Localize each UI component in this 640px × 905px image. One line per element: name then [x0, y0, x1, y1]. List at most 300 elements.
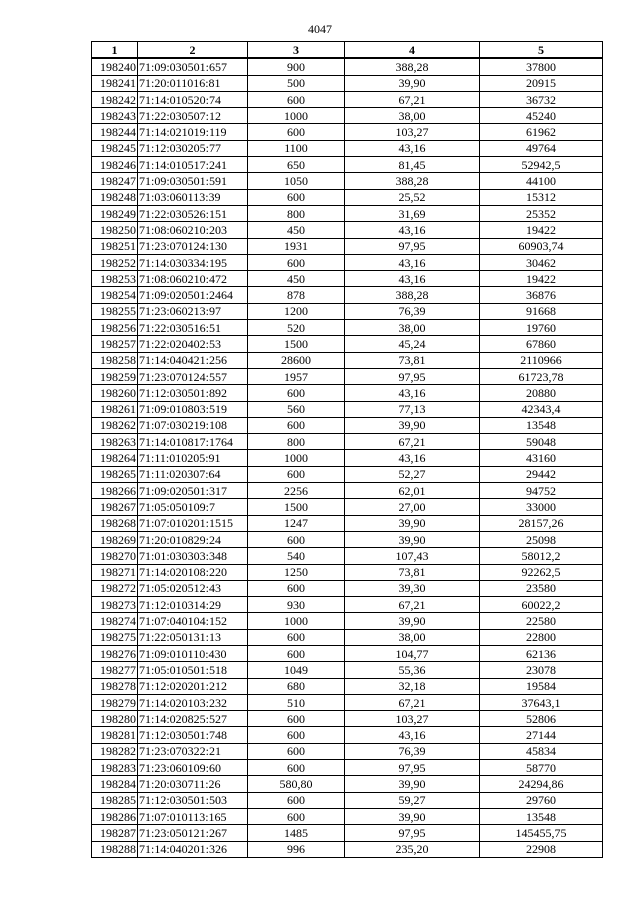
value-cell: 19584: [480, 678, 603, 694]
record-number-cell: 198274: [92, 613, 138, 629]
value-cell: 61962: [480, 124, 603, 140]
column-header-5: 5: [480, 42, 603, 59]
area-cell: 1000: [248, 108, 345, 124]
table-row: [92, 368, 603, 384]
cadastral-number-cell: 71:14:030334:195: [138, 254, 248, 270]
rate-cell: 31,69: [345, 205, 480, 221]
record-number-cell: 198273: [92, 597, 138, 613]
table-row: [92, 776, 603, 792]
area-cell: 500: [248, 75, 345, 91]
column-header-3: 3: [248, 42, 345, 59]
rate-cell: 97,95: [345, 760, 480, 776]
record-number-cell: 198246: [92, 157, 138, 173]
area-cell: 1000: [248, 613, 345, 629]
table-row: [92, 743, 603, 759]
cadastral-number-cell: 71:03:060113:39: [138, 189, 248, 205]
rate-cell: 388,28: [345, 173, 480, 189]
rate-cell: 67,21: [345, 434, 480, 450]
value-cell: 37800: [480, 58, 603, 75]
value-cell: 20880: [480, 385, 603, 401]
record-number-cell: 198272: [92, 580, 138, 596]
area-cell: 600: [248, 808, 345, 824]
value-cell: 49764: [480, 140, 603, 156]
area-cell: 600: [248, 727, 345, 743]
cadastral-number-cell: 71:07:010113:165: [138, 808, 248, 824]
cadastral-number-cell: 71:07:030219:108: [138, 417, 248, 433]
area-cell: 600: [248, 629, 345, 645]
rate-cell: 67,21: [345, 597, 480, 613]
rate-cell: 39,90: [345, 531, 480, 547]
value-cell: 52942,5: [480, 157, 603, 173]
area-cell: 600: [248, 760, 345, 776]
area-cell: 800: [248, 205, 345, 221]
cadastral-number-cell: 71:12:020201:212: [138, 678, 248, 694]
record-number-cell: 198248: [92, 189, 138, 205]
value-cell: 42343,4: [480, 401, 603, 417]
table-row: [92, 678, 603, 694]
cadastral-number-cell: 71:22:030526:151: [138, 205, 248, 221]
record-number-cell: 198249: [92, 205, 138, 221]
value-cell: 145455,75: [480, 825, 603, 841]
value-cell: 30462: [480, 254, 603, 270]
register-table: [91, 41, 603, 858]
table-row: [92, 580, 603, 596]
table-row: [92, 303, 603, 319]
record-number-cell: 198286: [92, 808, 138, 824]
cadastral-number-cell: 71:23:070322:21: [138, 743, 248, 759]
area-cell: 1500: [248, 499, 345, 515]
cadastral-number-cell: 71:14:040421:256: [138, 352, 248, 368]
rate-cell: 43,16: [345, 727, 480, 743]
record-number-cell: 198240: [92, 58, 138, 75]
value-cell: 13548: [480, 808, 603, 824]
area-cell: 1050: [248, 173, 345, 189]
record-number-cell: 198262: [92, 417, 138, 433]
record-number-cell: 198243: [92, 108, 138, 124]
value-cell: 36876: [480, 287, 603, 303]
rate-cell: 43,16: [345, 271, 480, 287]
area-cell: 1957: [248, 368, 345, 384]
record-number-cell: 198261: [92, 401, 138, 417]
value-cell: 24294,86: [480, 776, 603, 792]
rate-cell: 55,36: [345, 662, 480, 678]
table-row: [92, 613, 603, 629]
record-number-cell: 198266: [92, 483, 138, 499]
table-row: [92, 727, 603, 743]
area-cell: 1931: [248, 238, 345, 254]
cadastral-number-cell: 71:11:010205:91: [138, 450, 248, 466]
area-cell: 900: [248, 58, 345, 75]
cadastral-number-cell: 71:12:010314:29: [138, 597, 248, 613]
table-row: [92, 434, 603, 450]
rate-cell: 103,27: [345, 711, 480, 727]
value-cell: 15312: [480, 189, 603, 205]
table-body: [92, 58, 603, 857]
area-cell: 1500: [248, 336, 345, 352]
record-number-cell: 198255: [92, 303, 138, 319]
cadastral-number-cell: 71:22:030516:51: [138, 320, 248, 336]
value-cell: 61723,78: [480, 368, 603, 384]
value-cell: 22800: [480, 629, 603, 645]
table-row: [92, 531, 603, 547]
table-row: [92, 287, 603, 303]
value-cell: 23078: [480, 662, 603, 678]
rate-cell: 76,39: [345, 743, 480, 759]
rate-cell: 235,20: [345, 841, 480, 857]
cadastral-number-cell: 71:09:020501:317: [138, 483, 248, 499]
value-cell: 29760: [480, 792, 603, 808]
area-cell: 1100: [248, 140, 345, 156]
rate-cell: 38,00: [345, 108, 480, 124]
area-cell: 450: [248, 222, 345, 238]
cadastral-number-cell: 71:22:050131:13: [138, 629, 248, 645]
record-number-cell: 198257: [92, 336, 138, 352]
value-cell: 52806: [480, 711, 603, 727]
record-number-cell: 198287: [92, 825, 138, 841]
table-row: [92, 466, 603, 482]
column-header-2: 2: [138, 42, 248, 59]
value-cell: 60022,2: [480, 597, 603, 613]
record-number-cell: 198252: [92, 254, 138, 270]
cadastral-number-cell: 71:14:010517:241: [138, 157, 248, 173]
cadastral-number-cell: 71:20:010829:24: [138, 531, 248, 547]
cadastral-number-cell: 71:12:030501:503: [138, 792, 248, 808]
table-row: [92, 157, 603, 173]
record-number-cell: 198250: [92, 222, 138, 238]
value-cell: 22580: [480, 613, 603, 629]
value-cell: 33000: [480, 499, 603, 515]
record-number-cell: 198284: [92, 776, 138, 792]
record-number-cell: 198285: [92, 792, 138, 808]
cadastral-number-cell: 71:20:011016:81: [138, 75, 248, 91]
table-row: [92, 58, 603, 75]
table-row: [92, 694, 603, 710]
cadastral-number-cell: 71:23:050121:267: [138, 825, 248, 841]
value-cell: 62136: [480, 645, 603, 661]
table-row: [92, 173, 603, 189]
area-cell: 510: [248, 694, 345, 710]
table-row: [92, 140, 603, 156]
rate-cell: 97,95: [345, 238, 480, 254]
record-number-cell: 198267: [92, 499, 138, 515]
table-row: [92, 564, 603, 580]
table-row: [92, 711, 603, 727]
rate-cell: 43,16: [345, 254, 480, 270]
rate-cell: 25,52: [345, 189, 480, 205]
table-row: [92, 825, 603, 841]
value-cell: 25098: [480, 531, 603, 547]
rate-cell: 43,16: [345, 385, 480, 401]
cadastral-number-cell: 71:22:020402:53: [138, 336, 248, 352]
record-number-cell: 198242: [92, 91, 138, 107]
cadastral-number-cell: 71:22:030507:12: [138, 108, 248, 124]
cadastral-number-cell: 71:14:010520:74: [138, 91, 248, 107]
area-cell: 540: [248, 548, 345, 564]
table-row: [92, 271, 603, 287]
record-number-cell: 198253: [92, 271, 138, 287]
table-row: [92, 254, 603, 270]
value-cell: 20915: [480, 75, 603, 91]
area-cell: 600: [248, 254, 345, 270]
rate-cell: 67,21: [345, 91, 480, 107]
value-cell: 45240: [480, 108, 603, 124]
value-cell: 44100: [480, 173, 603, 189]
rate-cell: 39,90: [345, 417, 480, 433]
record-number-cell: 198270: [92, 548, 138, 564]
table-row: [92, 662, 603, 678]
value-cell: 92262,5: [480, 564, 603, 580]
value-cell: 22908: [480, 841, 603, 857]
rate-cell: 45,24: [345, 336, 480, 352]
table-row: [92, 417, 603, 433]
value-cell: 43160: [480, 450, 603, 466]
area-cell: 600: [248, 645, 345, 661]
area-cell: 600: [248, 466, 345, 482]
rate-cell: 38,00: [345, 629, 480, 645]
rate-cell: 67,21: [345, 694, 480, 710]
rate-cell: 39,90: [345, 776, 480, 792]
table-row: [92, 238, 603, 254]
cadastral-number-cell: 71:14:020108:220: [138, 564, 248, 580]
header-row: [92, 42, 603, 59]
record-number-cell: 198288: [92, 841, 138, 857]
cadastral-number-cell: 71:09:010110:430: [138, 645, 248, 661]
cadastral-number-cell: 71:12:030205:77: [138, 140, 248, 156]
area-cell: 600: [248, 711, 345, 727]
rate-cell: 73,81: [345, 352, 480, 368]
record-number-cell: 198276: [92, 645, 138, 661]
rate-cell: 39,90: [345, 613, 480, 629]
record-number-cell: 198281: [92, 727, 138, 743]
record-number-cell: 198251: [92, 238, 138, 254]
table-row: [92, 450, 603, 466]
record-number-cell: 198247: [92, 173, 138, 189]
column-header-4: 4: [345, 42, 480, 59]
cadastral-number-cell: 71:20:030711:26: [138, 776, 248, 792]
value-cell: 19422: [480, 271, 603, 287]
rate-cell: 52,27: [345, 466, 480, 482]
cadastral-number-cell: 71:08:060210:203: [138, 222, 248, 238]
rate-cell: 27,00: [345, 499, 480, 515]
area-cell: 520: [248, 320, 345, 336]
record-number-cell: 198259: [92, 368, 138, 384]
record-number-cell: 198258: [92, 352, 138, 368]
area-cell: 450: [248, 271, 345, 287]
table-row: [92, 385, 603, 401]
record-number-cell: 198279: [92, 694, 138, 710]
area-cell: 600: [248, 580, 345, 596]
area-cell: 1485: [248, 825, 345, 841]
rate-cell: 43,16: [345, 450, 480, 466]
rate-cell: 39,90: [345, 515, 480, 531]
rate-cell: 38,00: [345, 320, 480, 336]
cadastral-number-cell: 71:05:050109:7: [138, 499, 248, 515]
table-row: [92, 597, 603, 613]
value-cell: 19760: [480, 320, 603, 336]
cadastral-number-cell: 71:09:020501:2464: [138, 287, 248, 303]
record-number-cell: 198265: [92, 466, 138, 482]
rate-cell: 39,90: [345, 75, 480, 91]
cadastral-number-cell: 71:14:020825:527: [138, 711, 248, 727]
value-cell: 28157,26: [480, 515, 603, 531]
table-row: [92, 548, 603, 564]
record-number-cell: 198268: [92, 515, 138, 531]
table-row: [92, 629, 603, 645]
table-row: [92, 124, 603, 140]
table-row: [92, 499, 603, 515]
cadastral-number-cell: 71:12:030501:748: [138, 727, 248, 743]
rate-cell: 73,81: [345, 564, 480, 580]
table-row: [92, 108, 603, 124]
area-cell: 680: [248, 678, 345, 694]
cadastral-number-cell: 71:07:040104:152: [138, 613, 248, 629]
area-cell: 600: [248, 417, 345, 433]
table-row: [92, 645, 603, 661]
area-cell: 600: [248, 91, 345, 107]
record-number-cell: 198256: [92, 320, 138, 336]
area-cell: 878: [248, 287, 345, 303]
table-row: [92, 401, 603, 417]
rate-cell: 97,95: [345, 368, 480, 384]
rate-cell: 43,16: [345, 222, 480, 238]
table-row: [92, 336, 603, 352]
area-cell: 800: [248, 434, 345, 450]
rate-cell: 43,16: [345, 140, 480, 156]
value-cell: 36732: [480, 91, 603, 107]
rate-cell: 103,27: [345, 124, 480, 140]
cadastral-number-cell: 71:14:010817:1764: [138, 434, 248, 450]
value-cell: 13548: [480, 417, 603, 433]
rate-cell: 62,01: [345, 483, 480, 499]
rate-cell: 97,95: [345, 825, 480, 841]
record-number-cell: 198277: [92, 662, 138, 678]
record-number-cell: 198282: [92, 743, 138, 759]
area-cell: 1200: [248, 303, 345, 319]
area-cell: 560: [248, 401, 345, 417]
value-cell: 37643,1: [480, 694, 603, 710]
rate-cell: 59,27: [345, 792, 480, 808]
cadastral-number-cell: 71:11:020307:64: [138, 466, 248, 482]
record-number-cell: 198264: [92, 450, 138, 466]
record-number-cell: 198283: [92, 760, 138, 776]
area-cell: 930: [248, 597, 345, 613]
table-row: [92, 91, 603, 107]
record-number-cell: 198275: [92, 629, 138, 645]
record-number-cell: 198271: [92, 564, 138, 580]
record-number-cell: 198278: [92, 678, 138, 694]
rate-cell: 32,18: [345, 678, 480, 694]
cadastral-number-cell: 71:23:060109:60: [138, 760, 248, 776]
cadastral-number-cell: 71:09:030501:657: [138, 58, 248, 75]
rate-cell: 107,43: [345, 548, 480, 564]
table-row: [92, 189, 603, 205]
cadastral-number-cell: 71:23:060213:97: [138, 303, 248, 319]
value-cell: 59048: [480, 434, 603, 450]
record-number-cell: 198263: [92, 434, 138, 450]
cadastral-number-cell: 71:14:020103:232: [138, 694, 248, 710]
cadastral-number-cell: 71:07:010201:1515: [138, 515, 248, 531]
table-row: [92, 841, 603, 857]
record-number-cell: 198241: [92, 75, 138, 91]
value-cell: 60903,74: [480, 238, 603, 254]
value-cell: 45834: [480, 743, 603, 759]
value-cell: 27144: [480, 727, 603, 743]
rate-cell: 77,13: [345, 401, 480, 417]
area-cell: 28600: [248, 352, 345, 368]
area-cell: 600: [248, 385, 345, 401]
area-cell: 2256: [248, 483, 345, 499]
rate-cell: 39,90: [345, 808, 480, 824]
cadastral-number-cell: 71:12:030501:892: [138, 385, 248, 401]
value-cell: 2110966: [480, 352, 603, 368]
area-cell: 600: [248, 743, 345, 759]
area-cell: 600: [248, 792, 345, 808]
cadastral-number-cell: 71:23:070124:557: [138, 368, 248, 384]
cadastral-number-cell: 71:01:030303:348: [138, 548, 248, 564]
record-number-cell: 198269: [92, 531, 138, 547]
area-cell: 580,80: [248, 776, 345, 792]
record-number-cell: 198244: [92, 124, 138, 140]
cadastral-number-cell: 71:14:040201:326: [138, 841, 248, 857]
value-cell: 29442: [480, 466, 603, 482]
column-header-1: 1: [92, 42, 138, 59]
rate-cell: 388,28: [345, 58, 480, 75]
value-cell: 58770: [480, 760, 603, 776]
area-cell: 600: [248, 189, 345, 205]
rate-cell: 104,77: [345, 645, 480, 661]
table-row: [92, 760, 603, 776]
table-row: [92, 75, 603, 91]
area-cell: 650: [248, 157, 345, 173]
area-cell: 600: [248, 124, 345, 140]
value-cell: 58012,2: [480, 548, 603, 564]
value-cell: 91668: [480, 303, 603, 319]
cadastral-number-cell: 71:09:030501:591: [138, 173, 248, 189]
cadastral-number-cell: 71:08:060210:472: [138, 271, 248, 287]
value-cell: 25352: [480, 205, 603, 221]
table-row: [92, 515, 603, 531]
value-cell: 19422: [480, 222, 603, 238]
rate-cell: 81,45: [345, 157, 480, 173]
cadastral-number-cell: 71:14:021019:119: [138, 124, 248, 140]
value-cell: 67860: [480, 336, 603, 352]
table-row: [92, 352, 603, 368]
cadastral-number-cell: 71:05:020512:43: [138, 580, 248, 596]
area-cell: 1250: [248, 564, 345, 580]
table-row: [92, 483, 603, 499]
area-cell: 1247: [248, 515, 345, 531]
cadastral-number-cell: 71:09:010803:519: [138, 401, 248, 417]
table-row: [92, 320, 603, 336]
area-cell: 1049: [248, 662, 345, 678]
table-row: [92, 792, 603, 808]
record-number-cell: 198254: [92, 287, 138, 303]
page-number: 4047: [308, 22, 332, 36]
rate-cell: 39,30: [345, 580, 480, 596]
value-cell: 94752: [480, 483, 603, 499]
rate-cell: 76,39: [345, 303, 480, 319]
record-number-cell: 198245: [92, 140, 138, 156]
cadastral-number-cell: 71:23:070124:130: [138, 238, 248, 254]
record-number-cell: 198260: [92, 385, 138, 401]
area-cell: 600: [248, 531, 345, 547]
rate-cell: 388,28: [345, 287, 480, 303]
table-row: [92, 205, 603, 221]
table-row: [92, 222, 603, 238]
record-number-cell: 198280: [92, 711, 138, 727]
area-cell: 996: [248, 841, 345, 857]
value-cell: 23580: [480, 580, 603, 596]
